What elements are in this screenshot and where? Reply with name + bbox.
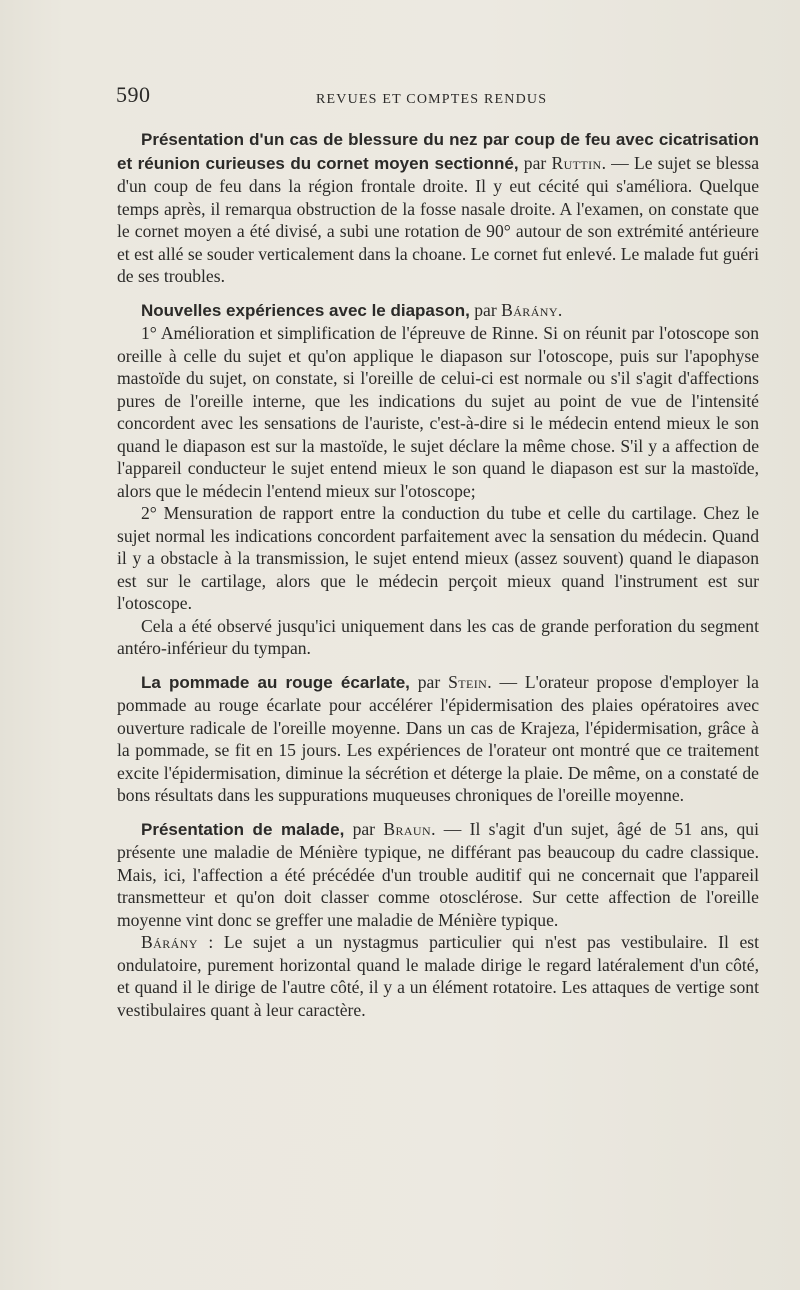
article-title: La pommade au rouge écarlate, xyxy=(141,672,410,692)
paragraph: Cela a été observé jusqu'ici uniquement dans les cas de grande perforation du segment antéro-inférieur du tympan. xyxy=(117,615,759,658)
article-braun: Présentation de malade, par Braun. — Il s'agit d'un sujet, âgé de 51 ans, qui présente une maladie de Ménière typique, ne différant pas beaucoup du cadre classique. Mais, ici, l'affection a été précédée d'un trouble auditif qui ne concernait que l'appareil transmetteur et qu'on doit classer comme otosclérose. Sur cette affection de l'oreille moyenne vint donc se greffer une maladie de Ménière typique. xyxy=(117,818,759,930)
article-text: . — Il s'agit d'un sujet, âgé de 51 ans, qui présente une maladie de Ménière typique, ne différant pas beaucoup du cadre classique. Mais, ici, l'affection a été précédée d'un trouble auditif qui ne concernait que l'appareil transmetteur et qu'on doit classer comme otosclérose. Sur cette affection de l'oreille moyenne vint donc se greffer une maladie de Ménière typique. xyxy=(117,818,759,930)
running-head: REVUES ET COMPTES RENDUS xyxy=(316,92,548,107)
article-title: Présentation d'un cas de blessure du nez par coup de feu avec cicatrisation et réunion curieuses du cornet moyen sectionné, xyxy=(117,130,759,173)
page-header xyxy=(116,80,766,110)
author-name: Braun xyxy=(383,818,432,839)
article-text: . — Le sujet se blessa d'un coup de feu dans la région frontale droite. Il y eut cécité qui s'améliora. Quelque temps après, il remarqua obstruction de la fosse nasale droite. A l'examen, on constate que le cornet moyen a été divisé, a subi une rotation de 90° autour de son extrémité antérieure et est allé se souder verticalement dans la choane. Le cornet fut enlevé. Le malade fut guéri de ses troubles. xyxy=(117,152,760,286)
page-number: 590 xyxy=(116,82,151,107)
author-name: Stein xyxy=(448,671,488,692)
paragraph: 1° Amélioration et simplification de l'épreuve de Rinne. Si on réunit par l'otoscope son oreille à celle du sujet et qu'on applique le diapason sur l'otoscope, puis sur l'apophyse mastoïde du sujet, on constate, si l'oreille de celui-ci est normale ou s'il s'agit d'affections pures de l'oreille interne, que les indications du sujet au point de vue de l'intensité concordent avec les sensations de l'auriste, c'est-à-dire si le médecin entend mieux le son quand le diapason est sur la mastoïde, le sujet déclare la même chose. S'il y a affection de l'appareil conducteur le sujet entend mieux le son quand le diapason est sur la mastoïde, alors que le médecin l'entend mieux sur l'otoscope; xyxy=(117,323,759,501)
page-body xyxy=(117,128,759,1021)
author-name: Bárány xyxy=(501,299,558,320)
article-title: Nouvelles expériences avec le diapason, xyxy=(141,300,470,320)
article-title: Présentation de malade, xyxy=(141,819,345,839)
paragraph: 2° Mensuration de rapport entre la conduction du tube et celle du cartilage. Chez le sujet normal les indications concordent parfaitement avec la sensation du médecin. Quand il y a obstacle à la transmission, le sujet entend mieux (assez souvent) quand le diapason est sur le cartilage, alors que le médecin perçoit mieux quand l'instrument est sur l'otoscope. xyxy=(117,503,759,613)
article-stein: La pommade au rouge écarlate, par Stein. — L'orateur propose d'employer la pommade au rouge écarlate pour accélérer l'épidermisation des plaies opératoires avec ouverture radicale de l'oreille moyenne. Dans un cas de Krajeza, l'épidermisation, grâce à la pommade, se fit en 15 jours. Les expériences de l'orateur ont montré que ce traitement excite l'épidermisation, diminue la sécrétion et déterge la plaie. De même, on a constaté de bons résultats dans les suppurations muqueuses chroniques de l'oreille moyenne. xyxy=(117,671,759,805)
article-ruttin: Présentation d'un cas de blessure du nez par coup de feu avec cicatrisation et réunion curieuses du cornet moyen sectionné, par Ruttin. — Le sujet se blessa d'un coup de feu dans la région frontale droite. Il y eut cécité qui s'améliora. Quelque temps après, il remarqua obstruction de la fosse nasale droite. A l'examen, on constate que le cornet moyen a été divisé, a subi une rotation de 90° autour de son extrémité antérieure et est allé se souder verticalement dans la choane. Le cornet fut enlevé. Le malade fut guéri de ses troubles. xyxy=(117,130,760,286)
reply-author: Bárány xyxy=(141,932,198,952)
reply-text: : Le sujet a un nystagmus particulier qui n'est pas vestibulaire. Il est ondulatoire, purement horizontal quand le malade dirige le regard latéralement d'un côté, et quand il le dirige de l'autre côté, il y a un élément rotatoire. Les attaques de vertige sont vestibulaires quant à leur caractère. xyxy=(117,932,759,1020)
author-name: Ruttin xyxy=(551,152,602,173)
article-barany-diapason: Nouvelles expériences avec le diapason, par Bárány. xyxy=(141,299,563,320)
article-text: . — L'orateur propose d'employer la pommade au rouge écarlate pour accélérer l'épidermisation des plaies opératoires avec ouverture radicale de l'oreille moyenne. Dans un cas de Krajeza, l'épidermisation, grâce à la pommade, se fit en 15 jours. Les expériences de l'orateur ont montré que ce traitement excite l'épidermisation, diminue la sécrétion et déterge la plaie. De même, on a constaté de bons résultats dans les suppurations muqueuses chroniques de l'oreille moyenne. xyxy=(117,671,759,805)
reply-paragraph xyxy=(117,931,759,1021)
